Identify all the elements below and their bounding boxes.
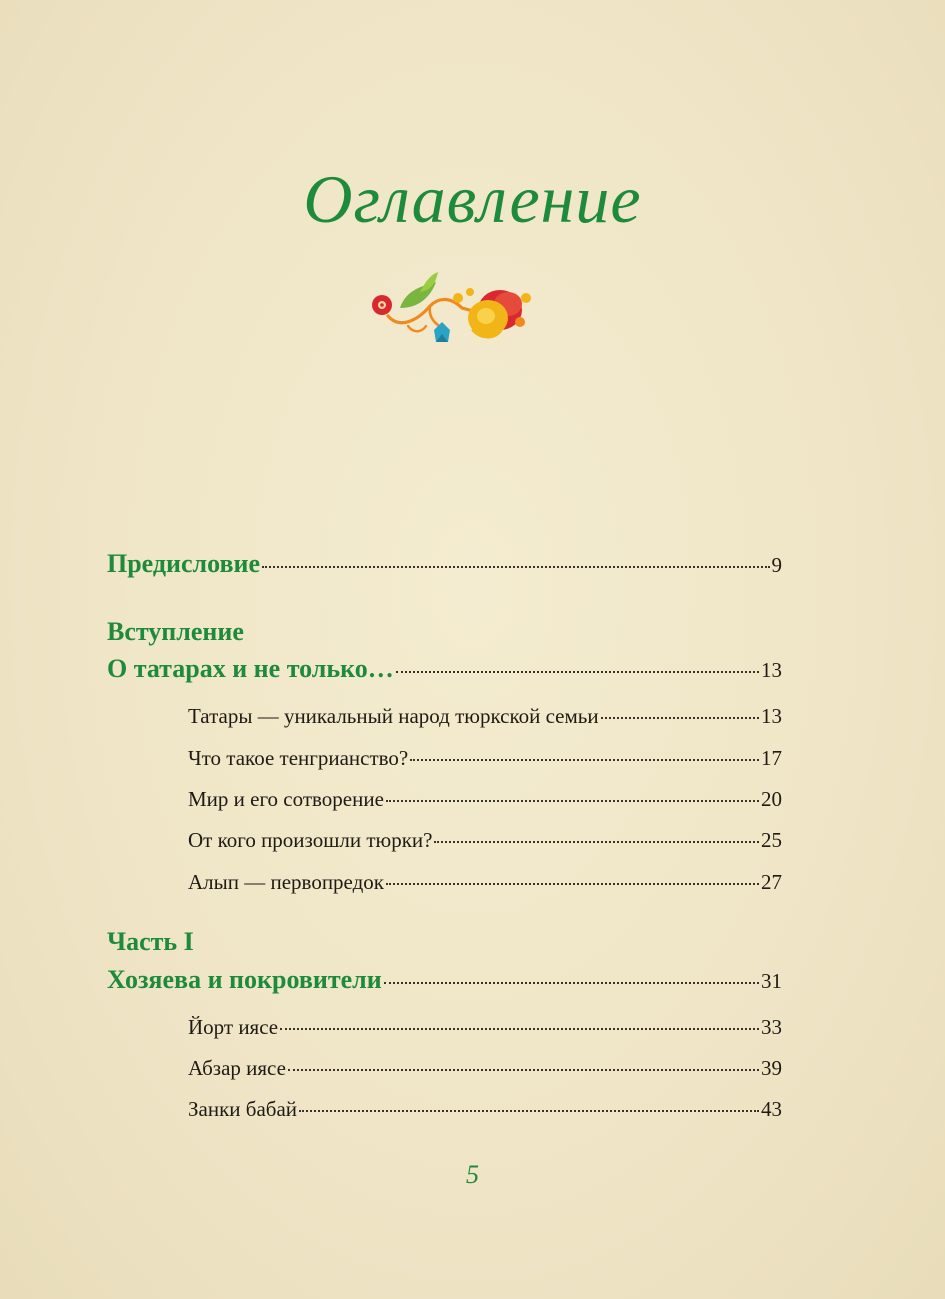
toc-entry-label: Предисловие (107, 549, 261, 578)
toc-page-number: 13 (761, 658, 782, 682)
toc-page-number: 31 (761, 969, 782, 993)
toc-entry-label: Хозяева и покровители (107, 965, 382, 994)
dot-leader (280, 1028, 759, 1030)
section-heading-part1: Часть I (107, 927, 194, 956)
dot-leader (601, 717, 759, 719)
toc-subentry[interactable] (188, 1097, 782, 1122)
toc-entry-part1[interactable] (107, 965, 782, 995)
toc-page-number: 39 (761, 1056, 782, 1080)
toc-page-number: 33 (761, 1015, 782, 1039)
dot-leader (288, 1069, 759, 1071)
toc-page-number: 13 (761, 704, 782, 728)
dot-leader (299, 1110, 759, 1112)
page-title: Оглавление (303, 161, 642, 237)
toc-page-number: 20 (761, 787, 782, 811)
floral-ornament-icon (370, 268, 535, 350)
dot-leader (262, 566, 769, 568)
toc-page-number: 17 (761, 746, 782, 770)
toc-subentry[interactable] (188, 787, 782, 812)
toc-page-number: 27 (761, 870, 782, 894)
toc-page-number: 43 (761, 1097, 782, 1121)
toc-entry-label: Йорт иясе (188, 1015, 279, 1039)
toc-subentry[interactable] (188, 1015, 782, 1040)
toc-entry-label: О татарах и не только… (107, 654, 394, 683)
toc-page-number: 9 (771, 553, 782, 577)
toc-entry-intro[interactable] (107, 654, 782, 684)
toc-entry-label: Занки бабай (188, 1097, 298, 1121)
dot-leader (410, 759, 759, 761)
toc-entry-label: Татары — уникальный народ тюркской семьи (188, 704, 599, 728)
toc-page-number: 25 (761, 828, 782, 852)
toc-entry-label: Мир и его сотворение (188, 787, 384, 811)
toc-subentry[interactable] (188, 704, 782, 729)
page-number: 5 (466, 1160, 479, 1189)
toc-entry-label: Алып — первопредок (188, 870, 384, 894)
dot-leader (386, 883, 759, 885)
dot-leader (386, 800, 759, 802)
toc-entry-label: От кого произошли тюрки? (188, 828, 433, 852)
dot-leader (434, 841, 759, 843)
section-heading-intro: Вступление (107, 617, 244, 646)
toc-entry-label: Что такое тенгрианство? (188, 746, 409, 770)
toc-entry-preface[interactable] (107, 549, 782, 579)
toc-entry-label: Абзар иясе (188, 1056, 286, 1080)
toc-subentry[interactable] (188, 746, 782, 771)
toc-subentry[interactable] (188, 870, 782, 895)
toc-subentry[interactable] (188, 1056, 782, 1081)
dot-leader (396, 671, 759, 673)
toc-subentry[interactable] (188, 828, 782, 853)
dot-leader (384, 982, 759, 984)
